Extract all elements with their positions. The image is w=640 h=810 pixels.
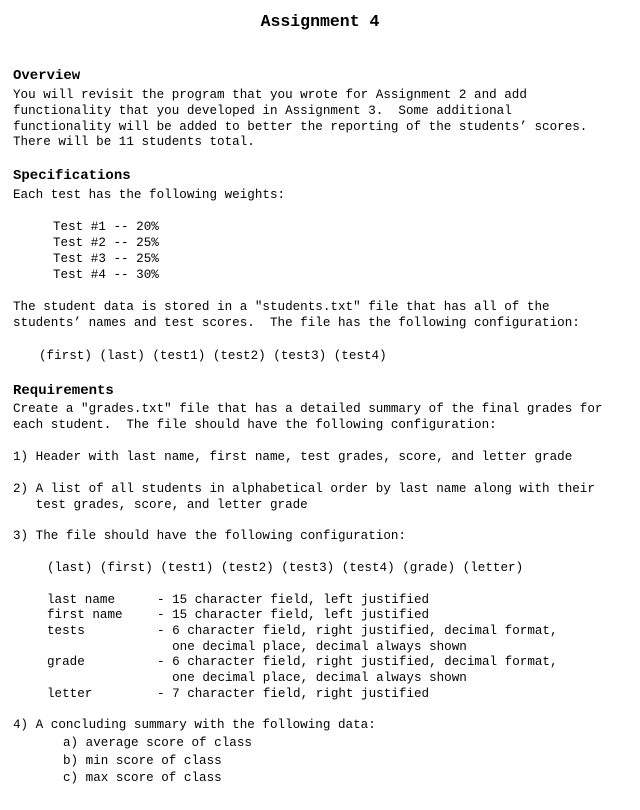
requirement-item-1: 1) Header with last name, first name, test grades, score, and letter grade	[13, 450, 573, 464]
requirement-item-3: 3) The file should have the following configuration:	[13, 529, 406, 543]
requirement-item-4: 4) A concluding summary with the following data:	[13, 718, 376, 732]
overview-line: functionality that you developed in Assignment 3. Some additional	[13, 104, 512, 118]
weight-item: Test #3 -- 25%	[53, 252, 159, 266]
overview-line: You will revisit the program that you wrote for Assignment 2 and add	[13, 88, 527, 102]
requirements-heading: Requirements	[13, 383, 114, 399]
data-description-line: students’ names and test scores. The file has the following configuration:	[13, 316, 580, 330]
field-description: - 7 character field, right justified	[157, 687, 430, 701]
field-description: one decimal place, decimal always shown	[157, 640, 467, 654]
overview-line: functionality will be added to better the reporting of the students’ scores.	[13, 120, 588, 134]
weight-item: Test #1 -- 20%	[53, 220, 159, 234]
requirement-item-2: test grades, score, and letter grade	[13, 498, 308, 512]
field-name: grade	[47, 655, 85, 669]
data-description-line: The student data is stored in a "students.txt" file that has all of the	[13, 300, 550, 314]
field-description: - 15 character field, left justified	[157, 608, 430, 622]
summary-item: a) average score of class	[63, 736, 252, 750]
summary-item: c) max score of class	[63, 771, 222, 785]
field-name: last name	[47, 593, 116, 607]
overview-line: There will be 11 students total.	[13, 135, 255, 149]
requirement-item-2: 2) A list of all students in alphabetical order by last name along with their	[13, 482, 595, 496]
overview-heading: Overview	[13, 68, 81, 84]
field-description: - 6 character field, right justified, decimal format,	[157, 624, 558, 638]
summary-item: b) min score of class	[63, 754, 222, 768]
field-description: - 15 character field, left justified	[157, 593, 430, 607]
field-name: first name	[47, 608, 123, 622]
weight-item: Test #2 -- 25%	[53, 236, 159, 250]
specifications-intro: Each test has the following weights:	[13, 188, 286, 202]
requirements-intro-line: each student. The file should have the following configuration:	[13, 418, 497, 432]
grades-file-config: (last) (first) (test1) (test2) (test3) (test4) (grade) (letter)	[47, 561, 524, 575]
field-name: letter	[47, 687, 93, 701]
field-description: - 6 character field, right justified, decimal format,	[157, 655, 558, 669]
specifications-heading: Specifications	[13, 168, 131, 184]
students-file-config: (first) (last) (test1) (test2) (test3) (test4)	[39, 349, 387, 363]
weight-item: Test #4 -- 30%	[53, 268, 159, 282]
requirements-intro-line: Create a "grades.txt" file that has a detailed summary of the final grades for	[13, 402, 603, 416]
field-name: tests	[47, 624, 85, 638]
page-title: Assignment 4	[260, 12, 380, 31]
field-description: one decimal place, decimal always shown	[157, 671, 467, 685]
